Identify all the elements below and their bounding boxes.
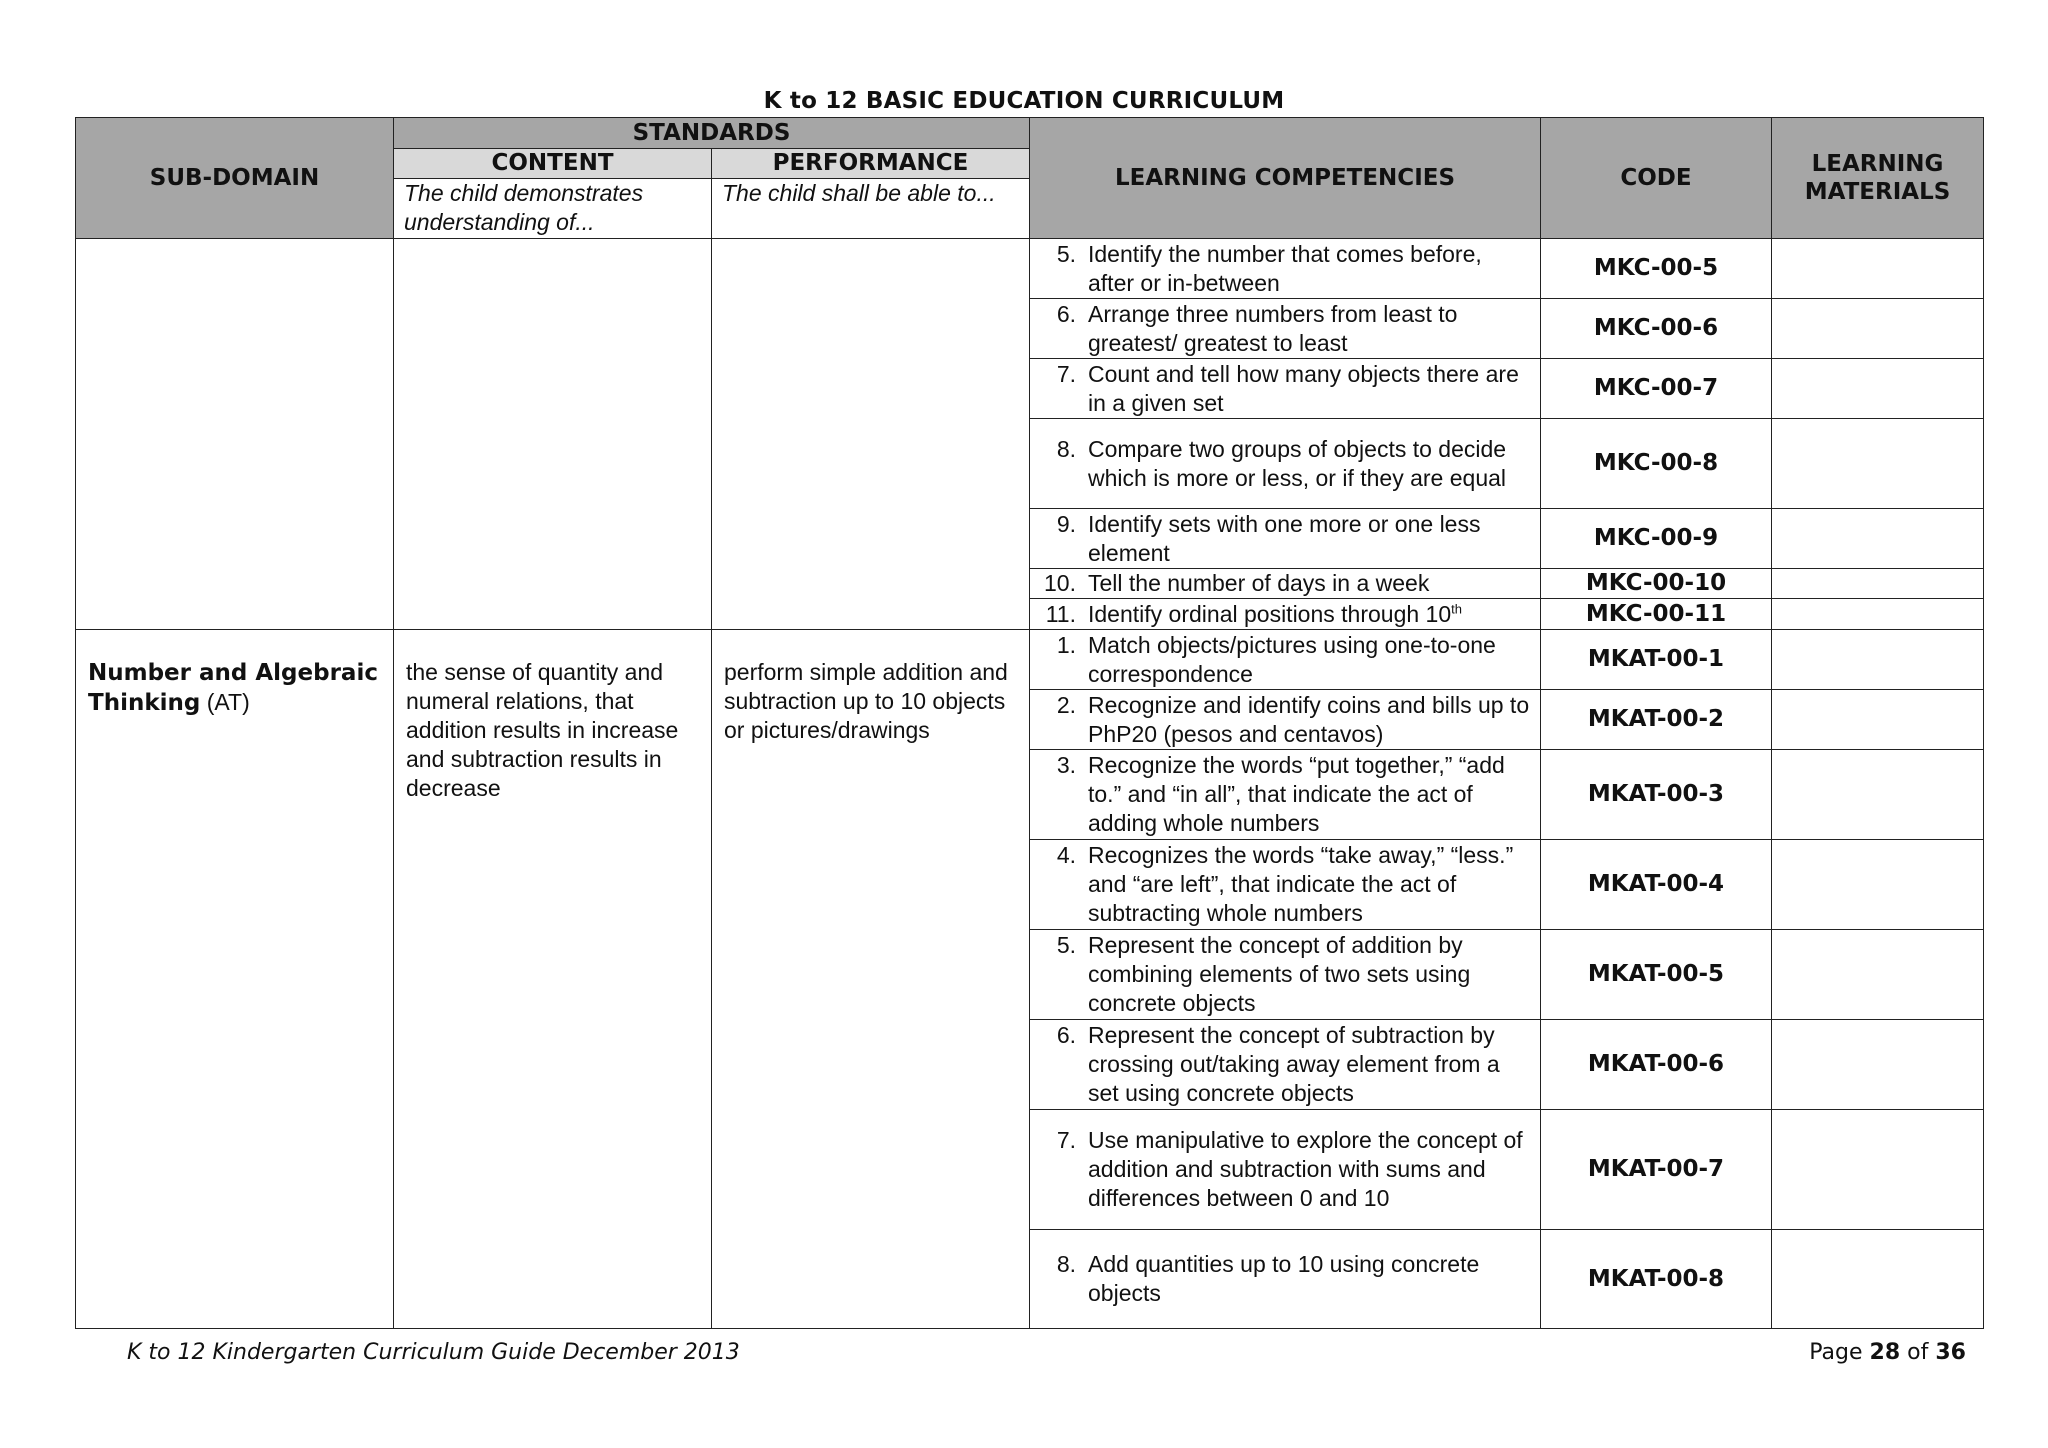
competency-item: 1. Match objects/pictures using one-to-one correspondence	[1030, 630, 1541, 690]
learning-materials-cell	[1772, 930, 1984, 1020]
competency-item: 2. Recognize and identify coins and bills up to PhP20 (pesos and centavos)	[1030, 690, 1541, 750]
performance-standard: perform simple addition and subtraction up to 10 objects or pictures/drawings	[712, 630, 1030, 1329]
curriculum-table	[75, 117, 1984, 1329]
competency-item: 8. Compare two groups of objects to decide which is more or less, or if they are equal	[1030, 419, 1541, 509]
competency-code: MKAT-00-8	[1541, 1230, 1772, 1329]
competency-code: MKAT-00-4	[1541, 840, 1772, 930]
competency-item: 9. Identify sets with one more or one less element	[1030, 509, 1541, 569]
header-learning-competencies: LEARNING COMPETENCIES	[1030, 118, 1541, 239]
learning-materials-cell	[1772, 630, 1984, 690]
competency-item: 7. Count and tell how many objects there are in a given set	[1030, 359, 1541, 419]
learning-materials-cell	[1772, 1230, 1984, 1329]
learning-materials-cell	[1772, 840, 1984, 930]
sub-domain-number-and-algebraic-thinking: Number and Algebraic Thinking (AT)	[76, 630, 394, 1329]
learning-materials-cell	[1772, 569, 1984, 599]
learning-materials-cell	[1772, 1110, 1984, 1230]
competency-code: MKAT-00-2	[1541, 690, 1772, 750]
sub-domain-cell-empty	[76, 239, 394, 630]
learning-materials-cell	[1772, 359, 1984, 419]
competency-item: 11. Identify ordinal positions through 10th	[1030, 599, 1541, 630]
header-sub-domain: SUB-DOMAIN	[76, 118, 394, 239]
competency-code: MKC-00-6	[1541, 299, 1772, 359]
competency-item: 7. Use manipulative to explore the concept of addition and subtraction with sums and differences between 0 and 10	[1030, 1110, 1541, 1230]
competency-code: MKC-00-9	[1541, 509, 1772, 569]
competency-item: 6. Arrange three numbers from least to greatest/ greatest to least	[1030, 299, 1541, 359]
competency-code: MKAT-00-3	[1541, 750, 1772, 840]
learning-materials-cell	[1772, 1020, 1984, 1110]
competency-code: MKAT-00-6	[1541, 1020, 1772, 1110]
header-performance: PERFORMANCE	[712, 149, 1030, 179]
header-performance-description: The child shall be able to...	[712, 179, 1030, 239]
content-standard-cell-empty	[394, 239, 712, 630]
learning-materials-cell	[1772, 750, 1984, 840]
footer-page-number: Page 28 of 36	[1809, 1340, 1966, 1365]
header-content: CONTENT	[394, 149, 712, 179]
footer-guide-title: K to 12 Kindergarten Curriculum Guide December 2013	[127, 1340, 740, 1365]
learning-materials-cell	[1772, 509, 1984, 569]
content-standard: the sense of quantity and numeral relations, that addition results in increase and subtraction results in decrease	[394, 630, 712, 1329]
competency-item: 6. Represent the concept of subtraction by crossing out/taking away element from a set using concrete objects	[1030, 1020, 1541, 1110]
competency-item: 4. Recognizes the words “take away,” “less.” and “are left”, that indicate the act of subtracting whole numbers	[1030, 840, 1541, 930]
competency-code: MKC-00-7	[1541, 359, 1772, 419]
header-code: CODE	[1541, 118, 1772, 239]
superscript-th: th	[1451, 600, 1462, 616]
competency-code: MKAT-00-1	[1541, 630, 1772, 690]
learning-materials-cell	[1772, 690, 1984, 750]
learning-materials-cell	[1772, 419, 1984, 509]
header-standards: STANDARDS	[394, 118, 1030, 149]
learning-materials-cell	[1772, 239, 1984, 299]
competency-code: MKC-00-10	[1541, 569, 1772, 599]
competency-item: 8. Add quantities up to 10 using concrete objects	[1030, 1230, 1541, 1329]
header-content-description: The child demonstrates understanding of...	[394, 179, 712, 239]
competency-code: MKC-00-5	[1541, 239, 1772, 299]
header-learning-materials: LEARNING MATERIALS	[1772, 118, 1984, 239]
competency-item: 3. Recognize the words “put together,” “add to.” and “in all”, that indicate the act of adding whole numbers	[1030, 750, 1541, 840]
competency-item: 10. Tell the number of days in a week	[1030, 569, 1541, 599]
learning-materials-cell	[1772, 599, 1984, 630]
competency-code: MKC-00-11	[1541, 599, 1772, 630]
performance-standard-cell-empty	[712, 239, 1030, 630]
competency-code: MKAT-00-7	[1541, 1110, 1772, 1230]
competency-item: 5. Represent the concept of addition by combining elements of two sets using concrete objects	[1030, 930, 1541, 1020]
document-title: K to 12 BASIC EDUCATION CURRICULUM	[763, 88, 1285, 114]
competency-code: MKAT-00-5	[1541, 930, 1772, 1020]
competency-item: 5. Identify the number that comes before, after or in-between	[1030, 239, 1541, 299]
competency-code: MKC-00-8	[1541, 419, 1772, 509]
learning-materials-cell	[1772, 299, 1984, 359]
